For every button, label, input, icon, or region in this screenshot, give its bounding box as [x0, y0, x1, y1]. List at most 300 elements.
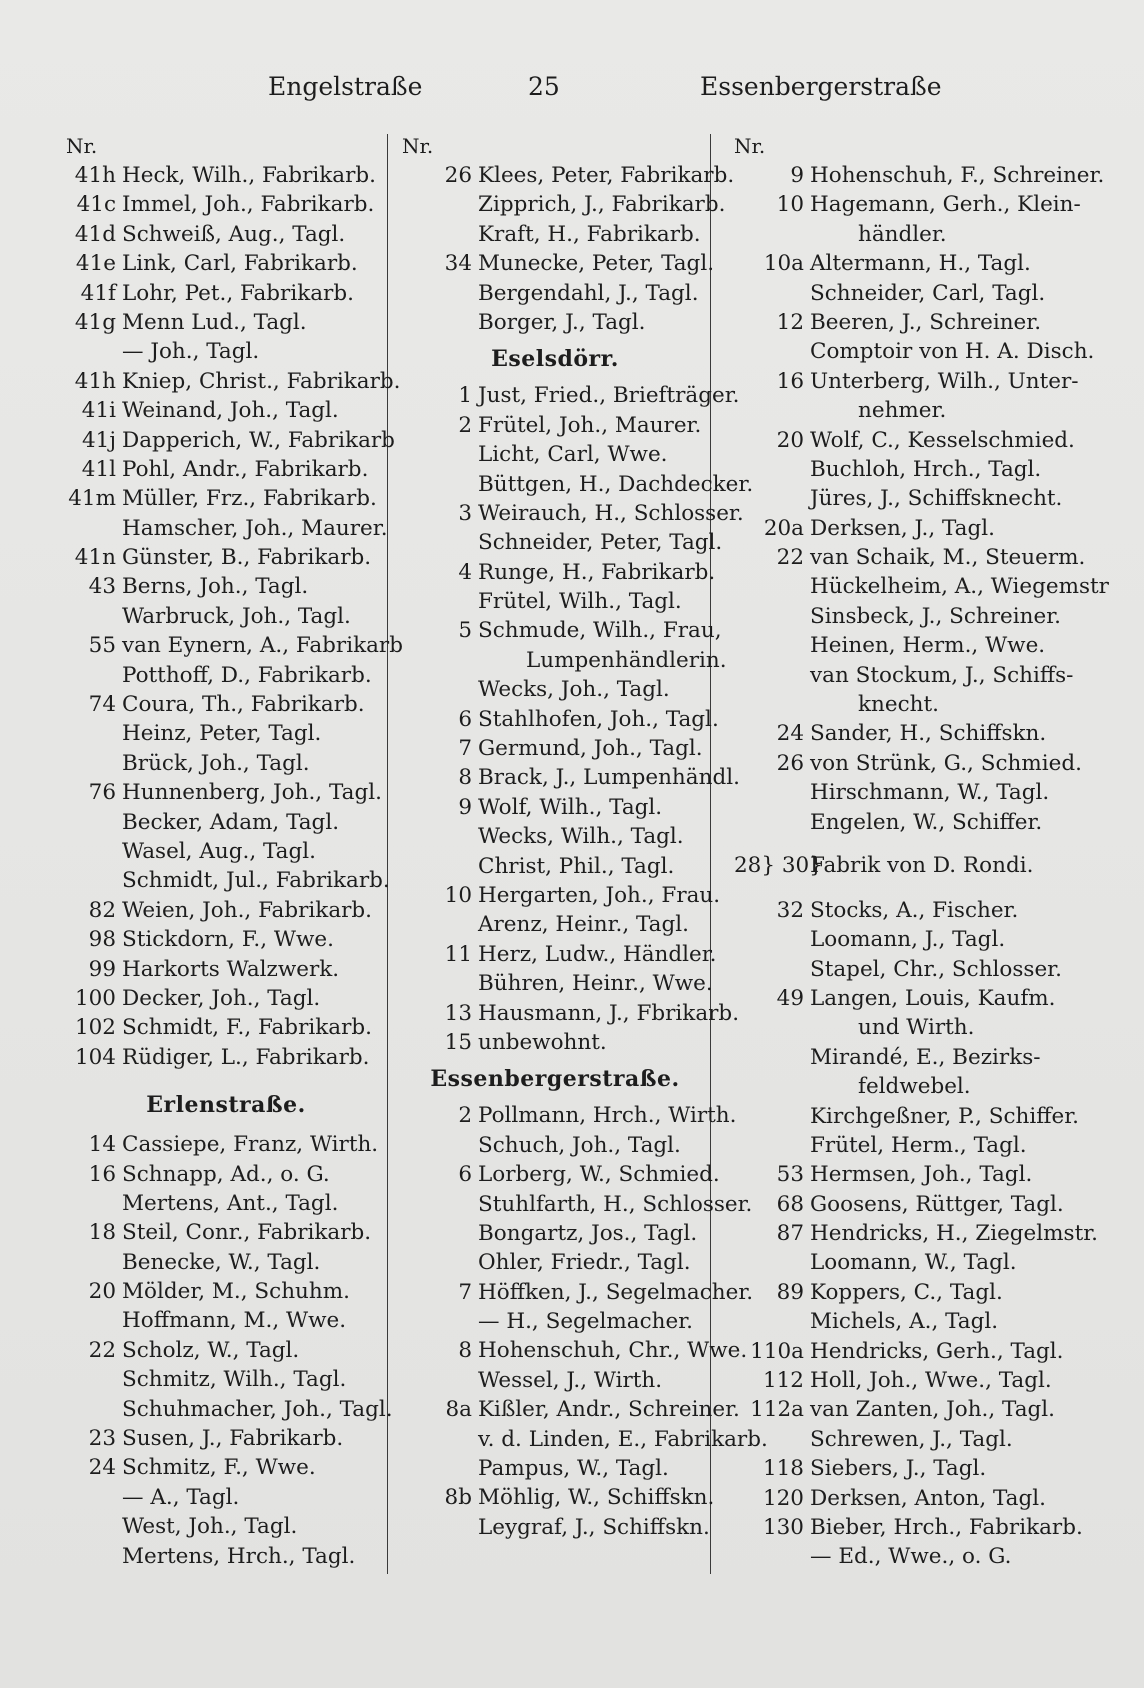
- resident-name: Schmitz, Wilh., Tagl.: [122, 1367, 347, 1393]
- directory-entry: [66, 1483, 386, 1512]
- directory-entry: [734, 1160, 1040, 1189]
- house-number: 10: [776, 192, 804, 218]
- house-number: [66, 866, 122, 895]
- resident-name: von Strünk, G., Schmied.: [810, 750, 1082, 776]
- resident-name: Hendricks, Gerh., Tagl.: [810, 1338, 1064, 1364]
- column-2: [402, 132, 768, 1542]
- directory-entry: [734, 1219, 1098, 1248]
- resident-name: Bühren, Heinr., Wwe.: [478, 971, 713, 997]
- resident-name: Mertens, Ant., Tagl.: [122, 1190, 339, 1216]
- house-number: 41m: [68, 486, 116, 512]
- house-number: 100: [74, 985, 116, 1011]
- house-number: [402, 1425, 478, 1454]
- column-1: [66, 132, 403, 1571]
- house-number: [402, 646, 478, 675]
- directory-entry: [66, 808, 386, 837]
- house-number: [734, 1043, 810, 1072]
- resident-name: und Wirth.: [858, 1015, 975, 1041]
- resident-name: Berns, Joh., Tagl.: [122, 574, 309, 600]
- house-number: 9: [458, 794, 472, 820]
- directory-entry: [66, 396, 386, 425]
- resident-name: Wessel, J., Wirth.: [478, 1367, 663, 1393]
- directory-entry: [402, 910, 708, 939]
- house-number: [734, 808, 810, 837]
- house-number: [402, 822, 478, 851]
- directory-entry: [66, 690, 386, 719]
- house-number: [402, 220, 478, 249]
- resident-name: Heinz, Peter, Tagl.: [122, 721, 322, 747]
- directory-entry: [402, 646, 727, 675]
- resident-name: Wecks, Wilh., Tagl.: [478, 824, 684, 850]
- house-number: [402, 910, 478, 939]
- house-number: 41d: [74, 221, 116, 247]
- resident-name: Sander, H., Schiffskn.: [810, 721, 1047, 747]
- house-number: 10: [444, 882, 472, 908]
- header-right-street: Essenbergerstraße: [700, 72, 942, 101]
- header-left-street: Engelstraße: [268, 72, 423, 101]
- directory-entry: [66, 367, 401, 396]
- resident-name: Zipprich, J., Fabrikarb.: [478, 192, 726, 218]
- directory-entry: [402, 440, 708, 469]
- resident-name: Hohenschuh, F., Schreiner.: [810, 163, 1105, 188]
- house-number: 12: [776, 309, 804, 335]
- directory-entry: [402, 1248, 708, 1277]
- house-number: 20: [88, 1279, 116, 1305]
- house-number: [734, 1425, 810, 1454]
- house-number: 13: [444, 1000, 472, 1026]
- house-number: 5: [458, 618, 472, 644]
- directory-entry: [66, 1218, 386, 1247]
- directory-entry: [402, 1219, 708, 1248]
- resident-name: Hausmann, J., Fbrikarb.: [478, 1000, 740, 1026]
- resident-name: Bergendahl, J., Tagl.: [478, 280, 699, 306]
- house-number: [402, 1454, 478, 1483]
- resident-name: Loomann, J., Tagl.: [810, 927, 1006, 953]
- house-number: [402, 1248, 478, 1277]
- resident-name: Herz, Ludw., Händler.: [478, 941, 717, 967]
- resident-name: Potthoff, D., Fabrikarb.: [122, 662, 372, 688]
- directory-entry: [734, 749, 1082, 778]
- resident-name: Müller, Frz., Fabrikarb.: [122, 486, 377, 512]
- house-number: 24: [776, 721, 804, 747]
- directory-entry: [734, 1190, 1064, 1219]
- directory-entry: [402, 381, 740, 410]
- resident-name: Hamscher, Joh., Maurer.: [122, 515, 388, 541]
- directory-entry: [66, 719, 386, 748]
- resident-name: Höffken, J., Segelmacher.: [478, 1279, 754, 1305]
- directory-entry: [402, 969, 713, 998]
- resident-name: Coura, Th., Fabrikarb.: [122, 692, 365, 718]
- resident-name: Pollmann, Hrch., Wirth.: [478, 1103, 737, 1129]
- resident-name: Licht, Carl, Wwe.: [478, 442, 668, 468]
- resident-name: Frütel, Wilh., Tagl.: [478, 589, 682, 615]
- resident-name: — Ed., Wwe., o. G.: [810, 1544, 1012, 1570]
- house-number: 8a: [445, 1397, 472, 1423]
- house-number: 20: [776, 427, 804, 453]
- directory-entry: [66, 1013, 386, 1042]
- house-number: 104: [74, 1044, 116, 1070]
- resident-name: Frütel, Joh., Maurer.: [478, 412, 702, 438]
- resident-name: Susen, J., Fabrikarb.: [122, 1426, 344, 1452]
- house-number: [66, 602, 122, 631]
- directory-entry: [734, 190, 1081, 219]
- directory-entry: [402, 763, 740, 792]
- directory-entry: [66, 1453, 386, 1482]
- house-number: [66, 1189, 122, 1218]
- directory-entry: [402, 220, 708, 249]
- directory-entry: [66, 514, 386, 543]
- resident-name: — A., Tagl.: [122, 1484, 240, 1510]
- directory-entry: [66, 161, 386, 190]
- directory-entry: [734, 837, 1040, 896]
- directory-entry: [734, 572, 1109, 601]
- house-number: [402, 528, 478, 557]
- house-number: 110a: [750, 1338, 804, 1364]
- house-number: 2: [458, 412, 472, 438]
- street-heading: Eselsdörr.: [491, 346, 619, 373]
- resident-name: Hirschmann, W., Tagl.: [810, 780, 1050, 806]
- resident-name: Siebers, J., Tagl.: [810, 1456, 987, 1482]
- house-number: [402, 852, 478, 881]
- resident-name: Holl, Joh., Wwe., Tagl.: [810, 1368, 1052, 1394]
- directory-entry: [734, 661, 1074, 690]
- directory-entry: [734, 337, 1095, 366]
- directory-entry: [402, 1336, 748, 1365]
- directory-entry: [734, 396, 1040, 425]
- directory-entry: [734, 426, 1075, 455]
- house-number: [734, 778, 810, 807]
- directory-entry: [66, 1306, 386, 1335]
- resident-name: Stocks, A., Fischer.: [810, 897, 1019, 923]
- directory-entry: [734, 778, 1050, 807]
- resident-name: van Zanten, Joh., Tagl.: [810, 1397, 1056, 1423]
- house-number: [402, 1190, 478, 1219]
- resident-name: Munecke, Peter, Tagl.: [478, 251, 715, 277]
- resident-name: Brack, J., Lumpenhändl.: [478, 765, 740, 791]
- house-number: 98: [88, 927, 116, 953]
- resident-name: Rüdiger, L., Fabrikarb.: [122, 1044, 370, 1070]
- resident-name: Hermsen, Joh., Tagl.: [810, 1162, 1033, 1188]
- house-number: 55: [88, 633, 116, 659]
- house-number: [734, 1307, 810, 1336]
- directory-entry: [402, 587, 708, 616]
- resident-name: Becker, Adam, Tagl.: [122, 809, 340, 835]
- resident-name: Günster, B., Fabrikarb.: [122, 545, 372, 571]
- house-number: [402, 587, 478, 616]
- directory-entry: [402, 1131, 708, 1160]
- house-number: [402, 190, 478, 219]
- resident-name: Engelen, W., Schiffer.: [810, 809, 1043, 835]
- house-number: [734, 1013, 810, 1042]
- directory-entry: [402, 1101, 737, 1130]
- directory-entry: [402, 249, 715, 278]
- directory-entry: [66, 455, 386, 484]
- house-number: [734, 220, 810, 249]
- resident-name: Just, Fried., Briefträger.: [478, 383, 740, 409]
- column-3: [734, 132, 1109, 1572]
- house-number: [66, 1512, 122, 1541]
- resident-name: Bongartz, Jos., Tagl.: [478, 1220, 698, 1246]
- house-number: 41e: [75, 251, 116, 277]
- resident-name: Wolf, Wilh., Tagl.: [478, 794, 663, 820]
- directory-entry: [734, 1072, 1040, 1101]
- resident-name: Schuch, Joh., Tagl.: [478, 1132, 681, 1158]
- directory-entry: [402, 616, 722, 645]
- house-number: [402, 440, 478, 469]
- house-number: 8: [458, 765, 472, 791]
- house-number: 22: [776, 545, 804, 571]
- directory-entry: [402, 1160, 720, 1189]
- directory-entry: [66, 1277, 386, 1306]
- resident-name: Hückelheim, A., Wiegemstr: [810, 574, 1109, 600]
- resident-name: Koppers, C., Tagl.: [810, 1279, 1003, 1305]
- house-number: 22: [88, 1337, 116, 1363]
- resident-name: Lorberg, W., Schmied.: [478, 1162, 720, 1188]
- page-header: [0, 72, 1144, 112]
- house-number: [66, 719, 122, 748]
- directory-entry: [402, 411, 708, 440]
- directory-entry: [734, 1248, 1040, 1277]
- resident-name: Derksen, J., Tagl.: [810, 515, 995, 541]
- directory-entry: [66, 1365, 386, 1394]
- house-number: 76: [88, 780, 116, 806]
- resident-name: knecht.: [858, 692, 939, 718]
- resident-name: van Schaik, M., Steuerm.: [810, 545, 1086, 571]
- house-number: [402, 470, 478, 499]
- directory-entry: [402, 1425, 768, 1454]
- directory-entry: [402, 881, 721, 910]
- directory-entry: [66, 249, 386, 278]
- directory-entry: [402, 793, 708, 822]
- directory-entry: [734, 367, 1079, 396]
- resident-name: Sinsbeck, J., Schreiner.: [810, 603, 1061, 629]
- directory-entry: [402, 1190, 753, 1219]
- directory-entry: [734, 514, 1040, 543]
- house-number: 4: [458, 559, 472, 585]
- house-number: 112a: [750, 1397, 804, 1423]
- house-number: [734, 396, 810, 425]
- house-number: 9: [790, 163, 804, 188]
- directory-entry: [66, 1160, 386, 1189]
- resident-name: Ohler, Friedr., Tagl.: [478, 1250, 691, 1276]
- resident-name: Schmidt, Jul., Fabrikarb.: [122, 868, 390, 894]
- resident-name: Germund, Joh., Tagl.: [478, 736, 703, 762]
- directory-entry: [66, 1395, 393, 1424]
- resident-name: Loomann, W., Tagl.: [810, 1250, 1017, 1276]
- house-number: 41i: [81, 398, 116, 424]
- house-number: 20a: [763, 515, 804, 541]
- resident-name: Wolf, C., Kesselschmied.: [810, 427, 1075, 453]
- resident-name: Michels, A., Tagl.: [810, 1309, 999, 1335]
- resident-name: Langen, Louis, Kaufm.: [810, 985, 1056, 1011]
- resident-name: Schneider, Peter, Tagl.: [478, 530, 723, 556]
- resident-name: Frütel, Herm., Tagl.: [810, 1132, 1027, 1158]
- resident-name: Kirchgeßner, P., Schiffer.: [810, 1103, 1079, 1129]
- house-number: 24: [88, 1455, 116, 1481]
- resident-name: — Joh., Tagl.: [122, 339, 260, 365]
- directory-entry: [734, 1513, 1083, 1542]
- directory-entry: [402, 308, 708, 337]
- house-number: [66, 1542, 122, 1571]
- house-number: 10a: [763, 251, 804, 277]
- house-number: [734, 955, 810, 984]
- directory-entry: [734, 249, 1040, 278]
- house-number: [66, 1306, 122, 1335]
- directory-entry: [66, 661, 386, 690]
- resident-name: Decker, Joh., Tagl.: [122, 985, 321, 1011]
- resident-name: Hendricks, H., Ziegelmstr.: [810, 1221, 1098, 1247]
- house-number: 34: [444, 251, 472, 277]
- resident-name: Weien, Joh., Fabrikarb.: [122, 897, 373, 923]
- house-number: [66, 837, 122, 866]
- resident-name: Brück, Joh., Tagl.: [122, 750, 310, 776]
- nr-column-label: Nr.: [734, 134, 766, 158]
- house-number: 26: [776, 750, 804, 776]
- house-number: [734, 572, 810, 601]
- resident-name: Heinen, Herm., Wwe.: [810, 633, 1046, 659]
- resident-name: Schmitz, F., Wwe.: [122, 1455, 316, 1481]
- directory-entry: [734, 1013, 1040, 1042]
- resident-name: Stickdorn, F., Wwe.: [122, 927, 334, 953]
- directory-entry: [734, 719, 1047, 748]
- directory-entry: [402, 940, 717, 969]
- directory-entry: [734, 279, 1046, 308]
- house-number: [734, 337, 810, 366]
- resident-name: händler.: [858, 221, 947, 247]
- house-number: 41j: [81, 427, 116, 453]
- directory-entry: [734, 455, 1040, 484]
- resident-name: Beeren, J., Schreiner.: [810, 309, 1042, 335]
- house-number: [734, 1072, 810, 1101]
- house-number: 16: [776, 368, 804, 394]
- resident-name: Jüres, J., Schiffsknecht.: [810, 486, 1063, 512]
- house-number: 18: [88, 1220, 116, 1246]
- directory-entry: [66, 484, 386, 513]
- directory-entry: [66, 955, 386, 984]
- resident-name: Borger, J., Tagl.: [478, 309, 646, 335]
- resident-name: Mirandé, E., Bezirks-: [810, 1044, 1041, 1070]
- house-number: [734, 1102, 810, 1131]
- directory-entry: [734, 925, 1040, 954]
- house-number: [734, 484, 810, 513]
- house-number: [734, 1131, 810, 1160]
- directory-entry: [66, 190, 386, 219]
- resident-name: Stuhlfarth, H., Schlosser.: [478, 1191, 753, 1217]
- resident-name: Hoffmann, M., Wwe.: [122, 1308, 347, 1334]
- house-number: 68: [776, 1191, 804, 1217]
- directory-entry: [66, 543, 386, 572]
- directory-entry: [66, 778, 386, 807]
- house-number: 1: [458, 383, 472, 409]
- directory-entry: [402, 190, 726, 219]
- directory-entry: [402, 999, 740, 1028]
- resident-name: Benecke, W., Tagl.: [122, 1249, 321, 1275]
- resident-name: Leygraf, J., Schiffskn.: [478, 1514, 710, 1540]
- house-number: 32: [776, 897, 804, 923]
- directory-entry: [402, 675, 708, 704]
- directory-entry: [66, 308, 386, 337]
- house-number: 49: [776, 985, 804, 1011]
- house-number: [734, 631, 810, 660]
- house-number: 41g: [74, 309, 116, 335]
- house-number: [402, 308, 478, 337]
- resident-name: — H., Segelmacher.: [478, 1309, 693, 1335]
- house-number: 28} 30}: [734, 852, 823, 878]
- resident-name: Scholz, W., Tagl.: [122, 1337, 300, 1363]
- house-number: 11: [444, 941, 472, 967]
- house-number: 102: [74, 1015, 116, 1041]
- resident-name: Menn Lud., Tagl.: [122, 309, 307, 335]
- resident-name: Pohl, Andr., Fabrikarb.: [122, 456, 369, 482]
- resident-name: unbewohnt.: [478, 1029, 607, 1055]
- house-number: [734, 925, 810, 954]
- resident-name: nehmer.: [858, 398, 947, 424]
- resident-name: Comptoir von H. A. Disch.: [810, 339, 1095, 365]
- directory-entry: [734, 984, 1056, 1013]
- directory-entry: [66, 337, 386, 366]
- house-number: [402, 1131, 478, 1160]
- resident-name: Wasel, Aug., Tagl.: [122, 838, 316, 864]
- house-number: 82: [88, 897, 116, 923]
- house-number: [66, 661, 122, 690]
- directory-entry: [66, 602, 386, 631]
- house-number: 43: [88, 574, 116, 600]
- directory-entry: [66, 1542, 386, 1571]
- resident-name: Wecks, Joh., Tagl.: [478, 677, 670, 703]
- nr-column-label: Nr.: [66, 134, 98, 158]
- resident-name: v. d. Linden, E., Fabrikarb.: [478, 1426, 768, 1452]
- directory-entry: [734, 308, 1040, 337]
- directory-entry: [66, 279, 386, 308]
- house-number: 6: [458, 706, 472, 732]
- directory-entry: [66, 1512, 386, 1541]
- directory-entry: [402, 1278, 754, 1307]
- resident-name: Steil, Conr., Fabrikarb.: [122, 1220, 372, 1246]
- house-number: [734, 1248, 810, 1277]
- house-number: 16: [88, 1161, 116, 1187]
- directory-entry: [66, 220, 386, 249]
- house-number: [66, 1248, 122, 1277]
- directory-entry: [402, 470, 754, 499]
- house-number: 26: [444, 163, 472, 188]
- resident-name: Pampus, W., Tagl.: [478, 1456, 669, 1482]
- directory-entry: [402, 499, 744, 528]
- directory-entry: [734, 1425, 1040, 1454]
- directory-entry: [734, 1484, 1046, 1513]
- resident-name: Hagemann, Gerh., Klein-: [810, 192, 1081, 218]
- house-number: [734, 690, 810, 719]
- directory-entry: [66, 896, 386, 925]
- directory-entry: [402, 1513, 708, 1542]
- house-number: [402, 279, 478, 308]
- directory-entry: [734, 690, 1040, 719]
- resident-name: Schmidt, F., Fabrikarb.: [122, 1015, 372, 1041]
- directory-entry: [402, 279, 708, 308]
- resident-name: Dapperich, W., Fabrikarb: [122, 427, 395, 453]
- directory-entry: [66, 572, 386, 601]
- resident-name: Schuhmacher, Joh., Tagl.: [122, 1396, 393, 1422]
- directory-entry: [66, 925, 386, 954]
- page-number: 25: [528, 72, 560, 101]
- directory-entry: [734, 1454, 1040, 1483]
- street-heading: Erlenstraße.: [146, 1092, 306, 1119]
- house-number: 41h: [74, 163, 116, 188]
- resident-name: Cassiepe, Franz, Wirth.: [122, 1132, 379, 1158]
- resident-name: Schweiß, Aug., Tagl.: [122, 221, 346, 247]
- house-number: [66, 1395, 122, 1424]
- resident-name: Kraft, H., Fabrikarb.: [478, 221, 701, 247]
- house-number: 6: [458, 1162, 472, 1188]
